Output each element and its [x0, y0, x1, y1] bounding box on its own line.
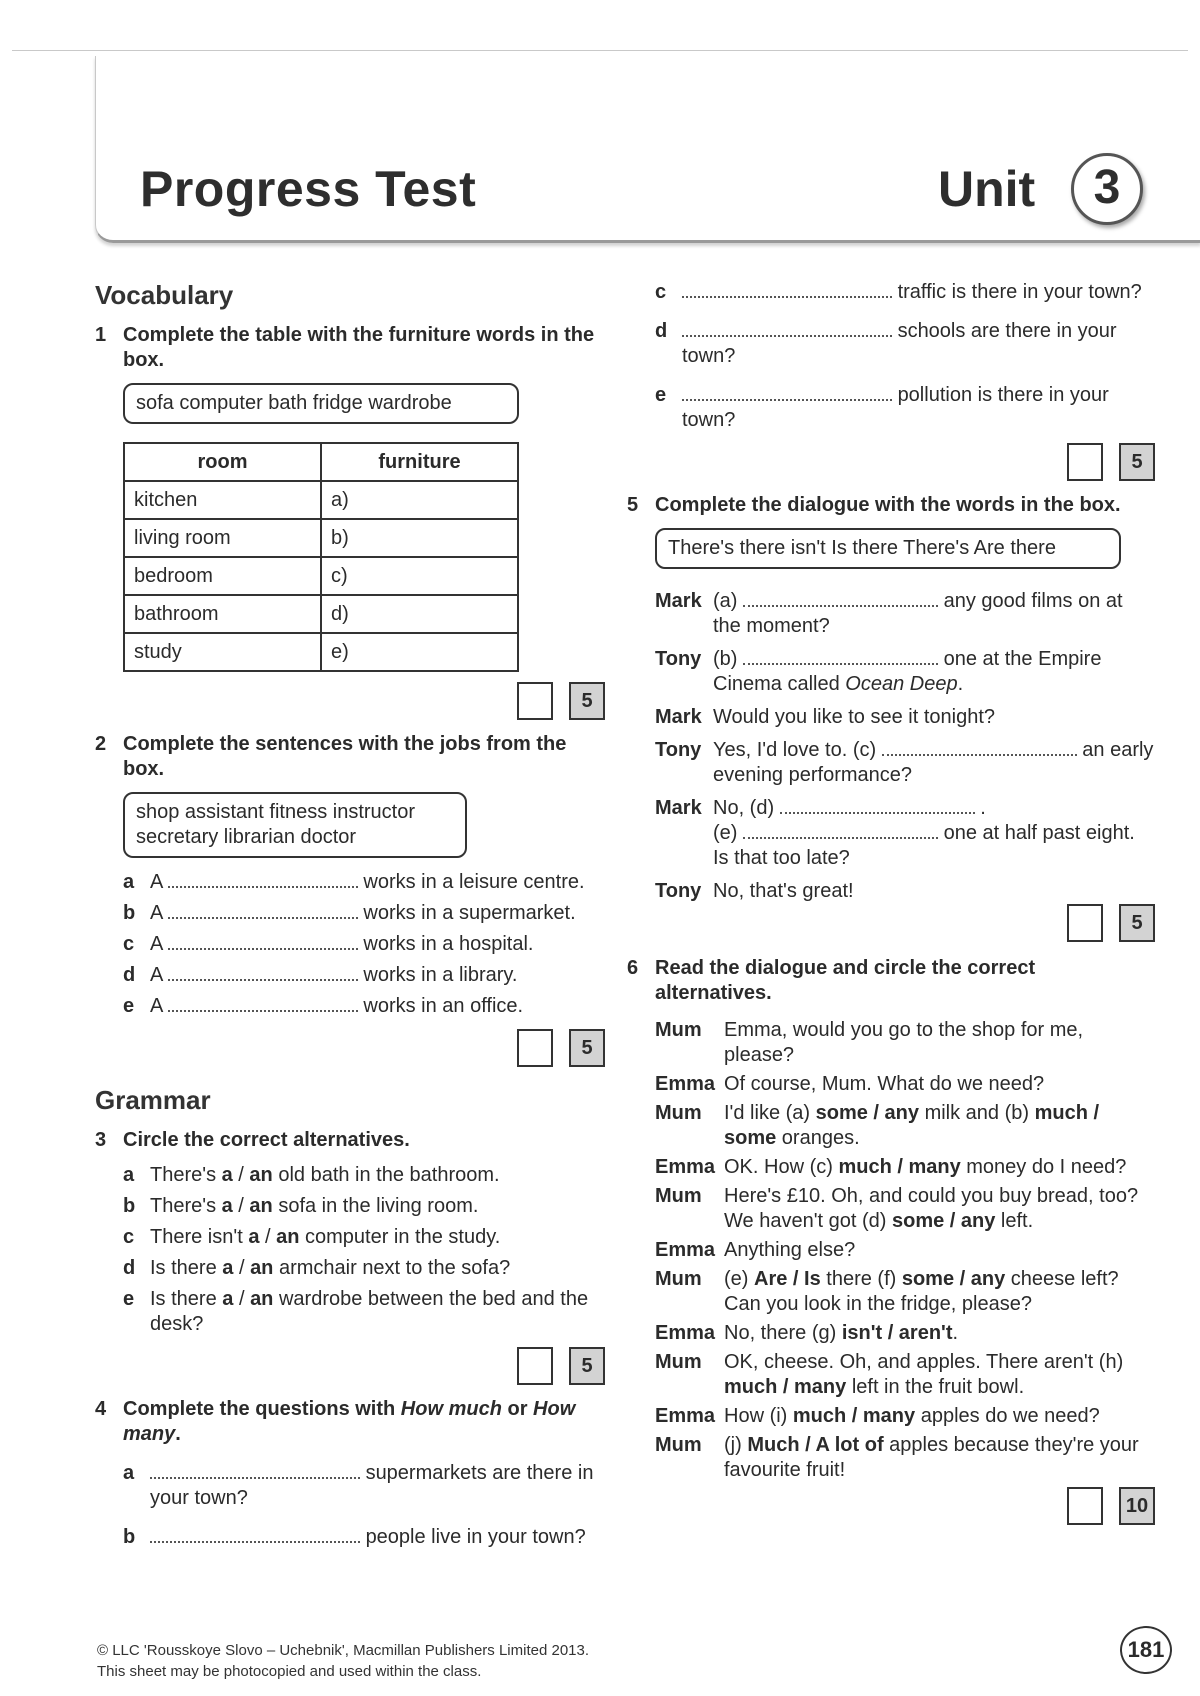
question-2-instruction: 2 Complete the sentences with the jobs from the box.: [95, 733, 567, 780]
dialogue-line: Mum (j) Much / A lot of apples because they're your favourite fruit!: [655, 1434, 1139, 1481]
dialogue-line: Mum I'd like (a) some / any milk and (b) much / some oranges.: [655, 1102, 1100, 1149]
answer-blank[interactable]: [150, 1527, 360, 1543]
answer-blank[interactable]: [682, 385, 892, 401]
word-box-dialogue: There's there isn't Is there There's Are there: [655, 528, 1121, 569]
score-input-box[interactable]: [517, 682, 553, 720]
dialogue-line: Tony (b) one at the Empire Cinema called Ocean Deep.: [655, 648, 1102, 695]
unit-label: Unit: [938, 161, 1036, 217]
dialogue-line: Mark No, (d) . (e) one at half past eight. Is that too late?: [655, 797, 1135, 869]
option[interactable]: an: [250, 1288, 274, 1310]
grammar-heading: Grammar: [95, 1085, 211, 1115]
score-input-box[interactable]: [1067, 443, 1103, 481]
option-pair[interactable]: some / any: [901, 1268, 1006, 1290]
question-4-instruction: 4 Complete the questions with How much or How many.: [95, 1398, 576, 1445]
question-5-instruction: 5 Complete the dialogue with the words in the box.: [627, 494, 1121, 516]
option[interactable]: a: [221, 1195, 233, 1217]
score-input-box[interactable]: [517, 1029, 553, 1067]
score-max: 5: [1119, 904, 1155, 942]
question-3-instruction: 3 Circle the correct alternatives.: [95, 1129, 410, 1151]
option-pair[interactable]: much / many: [838, 1156, 961, 1178]
right-column: [627, 280, 1155, 1535]
list-item: a supermarkets are there in your town?: [123, 1462, 594, 1509]
answer-blank[interactable]: [780, 798, 975, 814]
option-pair[interactable]: isn't / aren't: [841, 1322, 953, 1344]
score-max: 5: [569, 682, 605, 720]
option-pair[interactable]: much / many: [724, 1376, 847, 1398]
vocabulary-heading: Vocabulary: [95, 280, 234, 310]
list-item: a A works in a leisure centre.: [123, 871, 585, 893]
option-pair[interactable]: much / some: [724, 1102, 1100, 1149]
list-item: b people live in your town?: [123, 1526, 586, 1548]
word-box-furniture: sofa computer bath fridge wardrobe: [123, 383, 519, 424]
score-max: 5: [1119, 443, 1155, 481]
option[interactable]: a: [222, 1257, 234, 1279]
option-pair[interactable]: some / any: [891, 1210, 996, 1232]
dialogue-line: Mum Emma, would you go to the shop for me, please?: [655, 1019, 1084, 1066]
dialogue-line: Mark (a) any good films on at the moment?: [655, 590, 1123, 637]
answer-blank[interactable]: [682, 282, 892, 298]
list-item: c A works in a hospital.: [123, 933, 534, 955]
option[interactable]: a: [222, 1288, 234, 1310]
list-item: a There's a / an old bath in the bathroom.: [123, 1164, 500, 1186]
dialogue-line: Mum Here's £10. Oh, and could you buy bread, too? We haven't got (d) some / any left.: [655, 1185, 1139, 1232]
table-row: study e): [124, 633, 518, 671]
answer-blank[interactable]: [743, 591, 938, 607]
option-pair[interactable]: some / any: [815, 1102, 920, 1124]
left-column: [95, 280, 605, 1556]
table-header: room: [124, 443, 321, 481]
list-item: c traffic is there in your town?: [655, 281, 1142, 303]
option[interactable]: an: [249, 1164, 273, 1186]
answer-blank[interactable]: [743, 649, 938, 665]
score-q3: [95, 1347, 605, 1385]
score-q2: [95, 1029, 605, 1067]
answer-blank[interactable]: [682, 321, 892, 337]
list-item: e pollution is there in your town?: [655, 384, 1109, 431]
dialogue-line: Mum (e) Are / Is there (f) some / any cheese left? Can you look in the fridge, please?: [655, 1268, 1119, 1315]
dialogue-line: Emma How (i) much / many apples do we need?: [655, 1405, 1100, 1427]
answer-blank[interactable]: [168, 872, 358, 888]
table-row: kitchen a): [124, 481, 518, 519]
score-q1: [95, 682, 605, 720]
score-q6: [655, 1487, 1155, 1525]
list-item: b There's a / an sofa in the living room.: [123, 1195, 479, 1217]
dialogue-line: Emma Of course, Mum. What do we need?: [655, 1073, 1045, 1095]
list-item: e Is there a / an wardrobe between the bed and the desk?: [123, 1288, 589, 1335]
dialogue-line: Emma Anything else?: [655, 1239, 856, 1261]
answer-blank[interactable]: [168, 934, 358, 950]
page-number: 181: [1120, 1626, 1172, 1674]
score-max: 5: [569, 1029, 605, 1067]
score-q5: [655, 904, 1155, 942]
dialogue-line: Emma No, there (g) isn't / aren't.: [655, 1322, 959, 1344]
list-item: d Is there a / an armchair next to the sofa?: [123, 1257, 511, 1279]
table-row: bedroom c): [124, 557, 518, 595]
answer-blank[interactable]: [743, 823, 938, 839]
top-rule: [12, 50, 1188, 51]
list-item: d A works in a library.: [123, 964, 518, 986]
dialogue-line: Tony No, that's great!: [655, 880, 854, 902]
page-title: Progress Test: [140, 161, 477, 217]
dialogue-line: Mum OK, cheese. Oh, and apples. There aren't (h) much / many left in the fruit bowl.: [655, 1351, 1124, 1398]
option-pair[interactable]: Are / Is: [754, 1268, 821, 1290]
score-input-box[interactable]: [517, 1347, 553, 1385]
answer-blank[interactable]: [168, 903, 358, 919]
option[interactable]: an: [276, 1226, 300, 1248]
answer-blank[interactable]: [168, 996, 358, 1012]
score-max: 10: [1119, 1487, 1155, 1525]
question-6-instruction: 6 Read the dialogue and circle the correct alternatives.: [627, 957, 1036, 1004]
score-max: 5: [569, 1347, 605, 1385]
option[interactable]: an: [250, 1257, 274, 1279]
unit-number-badge: 3: [1071, 153, 1143, 225]
copyright-footer: © LLC 'Rousskoye Slovo – Uchebnik', Macmillan Publishers Limited 2013. This sheet may be photocopied and used within the class.: [97, 1642, 590, 1680]
table-row: living room b): [124, 519, 518, 557]
answer-blank[interactable]: [168, 965, 358, 981]
table-header: furniture: [321, 443, 518, 481]
table-row: bathroom d): [124, 595, 518, 633]
score-input-box[interactable]: [1067, 904, 1103, 942]
list-item: d schools are there in your town?: [655, 320, 1117, 367]
option-pair[interactable]: much / many: [792, 1405, 916, 1427]
list-item: e A works in an office.: [123, 995, 524, 1017]
word-box-jobs: shop assistant fitness instructor secretary librarian doctor: [123, 792, 467, 858]
list-item: b A works in a supermarket.: [123, 902, 576, 924]
furniture-table: [123, 442, 519, 672]
question-1-instruction: 1 Complete the table with the furniture words in the box.: [95, 324, 595, 371]
option[interactable]: an: [249, 1195, 273, 1217]
option-pair[interactable]: Much / A lot of: [747, 1434, 884, 1456]
option[interactable]: a: [248, 1226, 260, 1248]
answer-blank[interactable]: [150, 1463, 360, 1479]
score-input-box[interactable]: [1067, 1487, 1103, 1525]
score-q4: [655, 443, 1155, 481]
list-item: c There isn't a / an computer in the study.: [123, 1226, 501, 1248]
option[interactable]: a: [221, 1164, 233, 1186]
dialogue-line: Mark Would you like to see it tonight?: [655, 706, 996, 728]
answer-blank[interactable]: [882, 740, 1077, 756]
dialogue-line: Tony Yes, I'd love to. (c) an early evening performance?: [655, 739, 1154, 786]
dialogue-line: Emma OK. How (c) much / many money do I need?: [655, 1156, 1127, 1178]
